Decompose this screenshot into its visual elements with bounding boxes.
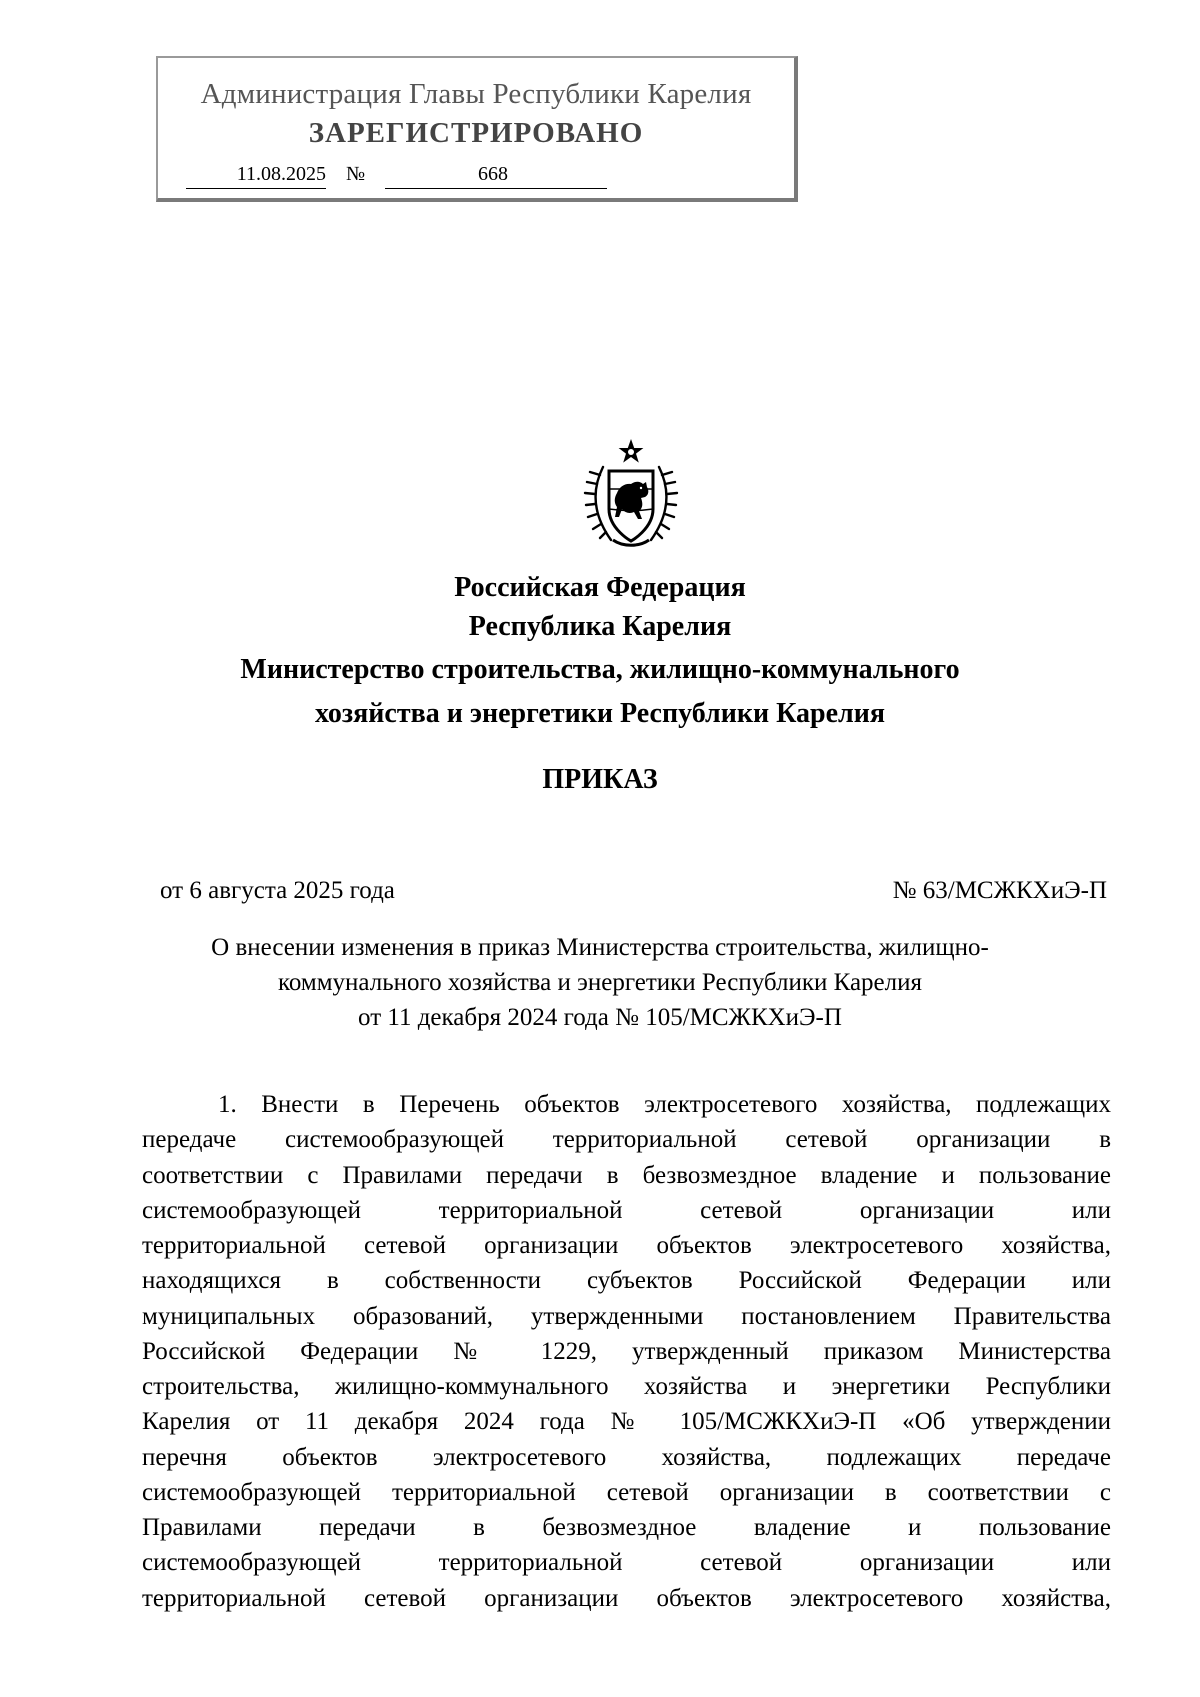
emblem-right-branch <box>651 467 677 540</box>
stamp-number-sign: № <box>346 163 366 185</box>
header-ministry-line2: хозяйства и энергетики Республики Карелия <box>314 698 886 729</box>
body-line: системообразующей территориальной сетевой организации или <box>142 1549 1111 1577</box>
body-line: перечня объектов электросетевого хозяйства, подлежащих передаче <box>142 1443 1111 1471</box>
stamp-number: 668 <box>385 160 607 189</box>
stamp-status: ЗАРЕГИСТРИРОВАНО <box>308 117 644 149</box>
emblem-left-branch <box>585 467 611 540</box>
header-region: Республика Карелия <box>468 611 732 642</box>
body-line: территориальной сетевой организации объектов электросетевого хозяйства, <box>142 1232 1111 1259</box>
body-line: Российской Федерации № 1229, утвержденный приказом Министерства <box>142 1337 1111 1365</box>
body-line: передаче системообразующей территориальной сетевой организации в <box>142 1126 1111 1154</box>
subject-line-3: от 11 декабря 2024 года № 105/МСЖКХиЭ-П <box>358 1004 842 1031</box>
document-date: от 6 августа 2025 года <box>160 877 395 904</box>
header-ministry-line1: Министерство строительства, жилищно-коммунального <box>240 654 960 685</box>
body-line: соответствии с Правилами передачи в безвозмездное владение и пользование <box>142 1161 1111 1189</box>
stamp-organization: Администрация Главы Республики Карелия <box>200 78 752 110</box>
subject-line-1: О внесении изменения в приказ Министерства строительства, жилищно- <box>211 934 989 961</box>
document-type-title: ПРИКАЗ <box>542 764 658 795</box>
emblem-star <box>619 439 644 463</box>
body-paragraph <box>142 1087 1111 1616</box>
subject-line-2: коммунального хозяйства и энергетики Республики Карелия <box>277 969 922 996</box>
stamp-date: 11.08.2025 <box>186 160 326 189</box>
coat-of-arms-icon <box>583 437 679 552</box>
body-line: Карелия от 11 декабря 2024 года № 105/МСЖКХиЭ-П «Об утверждении <box>142 1408 1111 1436</box>
body-line: системообразующей территориальной сетевой организации или <box>142 1196 1111 1224</box>
body-line: системообразующей территориальной сетевой организации в соответствии с <box>142 1478 1111 1506</box>
body-line: 1. Внести в Перечень объектов электросетевого хозяйства, подлежащих <box>218 1091 1111 1118</box>
body-line: территориальной сетевой организации объектов электросетевого хозяйства, <box>142 1584 1111 1612</box>
body-line: муниципальных образований, утвержденными постановлением Правительства <box>142 1302 1111 1330</box>
header-country: Российская Федерация <box>454 572 746 603</box>
body-line: находящихся в собственности субъектов Российской Федерации или <box>142 1267 1111 1295</box>
registration-stamp <box>156 56 798 202</box>
body-line: Правилами передачи в безвозмездное владение и пользование <box>142 1514 1111 1541</box>
document-number: № 63/МСЖКХиЭ-П <box>892 877 1107 904</box>
body-line: строительства, жилищно-коммунального хозяйства и энергетики Республики <box>142 1373 1111 1400</box>
